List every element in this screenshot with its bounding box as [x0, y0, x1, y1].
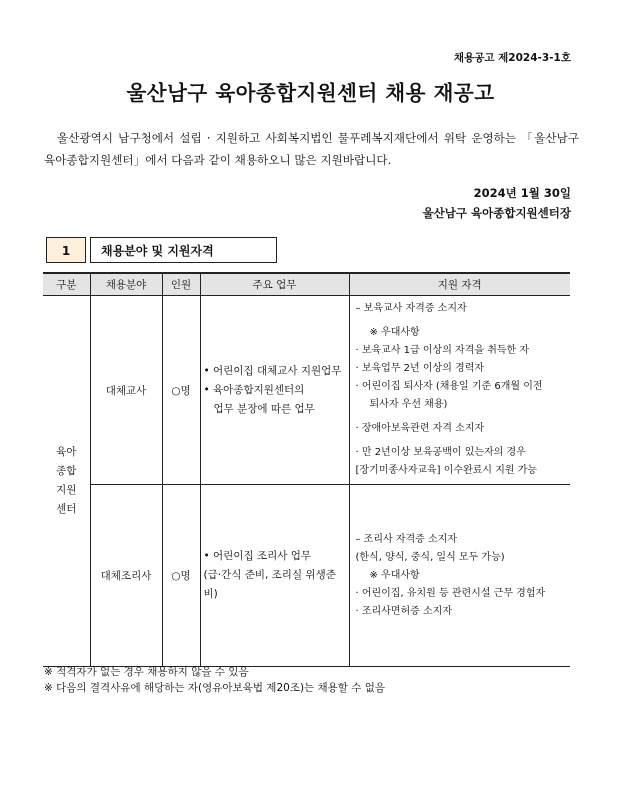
- section-number: 1: [46, 237, 86, 263]
- qualifications-cell: [349, 485, 570, 667]
- group-line: 육아: [56, 446, 77, 458]
- qualifications-cell: [349, 296, 570, 485]
- count-cell: ○명: [162, 485, 200, 667]
- duties-cell: [200, 296, 349, 485]
- qualification-line: · 보육교사 1급 이상의 자격을 취득한 자: [355, 345, 530, 356]
- page-title: 울산남구 육아종합지원센터 채용 재공고: [126, 81, 495, 105]
- field-cell: 대체조리사: [90, 485, 162, 667]
- header-category: 구분: [43, 273, 90, 296]
- group-line: 종합: [56, 465, 77, 477]
- table-header-row: [43, 273, 570, 296]
- qualification-line: · 어린이집 퇴사자 (채용일 기준 6개월 이전: [355, 381, 543, 392]
- qualification-line: 퇴사자 우선 채용): [369, 399, 448, 410]
- header-duties: 주요 업무: [200, 273, 349, 296]
- notice-number: 채용공고 제2024-3-1호: [453, 52, 571, 64]
- footnote: ※ 적격자가 없는 경우 채용하지 않을 수 있음: [44, 666, 249, 678]
- duty-line: • 어린이집 대체교사 지원업무: [203, 364, 342, 377]
- duty-line: (급·간식 준비, 조리실 위생준비): [203, 569, 336, 600]
- footnote: ※ 다음의 결격사유에 해당하는 자(영유아보육법 제20조)는 채용할 수 없음: [44, 682, 386, 694]
- group-line: 지원: [56, 484, 77, 496]
- duty-line: • 육아종합지원센터의: [203, 383, 305, 396]
- qualification-line: · 조리사면허증 소지자: [355, 605, 452, 617]
- qualification-line: · 장애아보육관련 자격 소지자: [355, 423, 485, 434]
- qualification-line: – 조리사 자격증 소지자: [355, 533, 457, 545]
- table-row: [43, 296, 570, 485]
- group-line: 센터: [56, 503, 77, 515]
- header-count: 인원: [162, 273, 200, 296]
- notice-date: 2024년 1월 30일: [473, 186, 571, 200]
- duty-line: 업무 분장에 따른 업무: [203, 402, 315, 415]
- qualification-line: · 어린이집, 유치원 등 관련시설 근무 경험자: [355, 587, 546, 599]
- section-title: 채용분야 및 지원자격: [90, 237, 277, 263]
- intro-paragraph: 울산광역시 남구청에서 설립 · 지원하고 사회복지법인 물푸레복지재단에서 위탁 운영하는 「울산남구 육아종합지원센터」에서 다음과 같이 채용하오니 많은 지원바랍니다.: [44, 131, 579, 167]
- field-cell: 대체교사: [90, 296, 162, 485]
- qualification-line: · 보육업무 2년 이상의 경력자: [355, 363, 485, 374]
- qualification-line: [장기미종사자교육] 이수완료시 지원 가능: [355, 465, 538, 476]
- group-cell: [43, 296, 90, 667]
- qualification-line: · 만 2년이상 보육공백이 있는자의 경우: [355, 447, 526, 458]
- header-field: 채용분야: [90, 273, 162, 296]
- preferred-label: ※ 우대사항: [369, 569, 420, 581]
- qualification-line: – 보육교사 자격증 소지자: [355, 303, 467, 314]
- duty-line: • 어린이집 조리사 업무: [203, 550, 311, 562]
- table-row: [43, 485, 570, 667]
- qualification-line: (한식, 양식, 중식, 일식 모두 가능): [355, 551, 505, 563]
- header-qualifications: 지원 자격: [349, 273, 570, 296]
- preferred-label: ※ 우대사항: [369, 327, 420, 338]
- count-cell: ○명: [162, 296, 200, 485]
- duties-cell: [200, 485, 349, 667]
- signer: 울산남구 육아종합지원센터장: [422, 206, 571, 220]
- recruitment-table: [43, 272, 570, 667]
